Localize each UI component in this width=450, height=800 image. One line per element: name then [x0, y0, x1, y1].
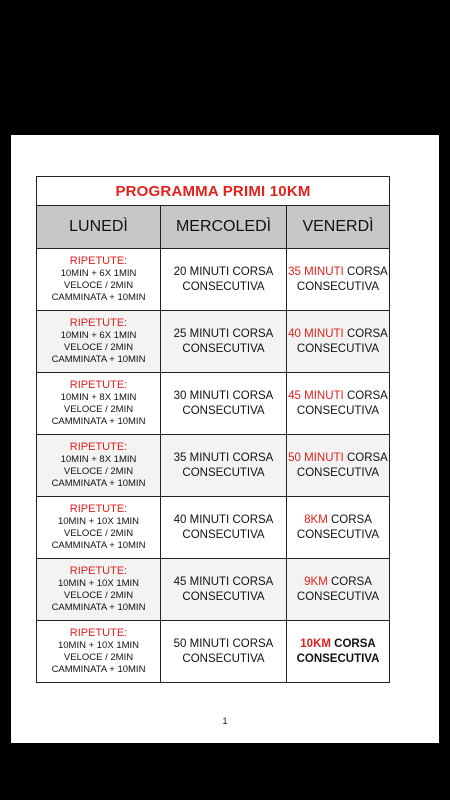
wednesday-line-1: 30 MINUTI CORSA	[173, 389, 274, 402]
friday-cell	[287, 249, 390, 311]
table-row	[37, 621, 390, 683]
monday-line-3: CAMMINATA + 10MIN	[51, 354, 146, 365]
monday-cell	[37, 621, 161, 683]
friday-line-2: CONSECUTIVA	[296, 652, 380, 665]
friday-highlight: 40 MINUTI	[288, 327, 344, 340]
monday-line-1: 10MIN + 10X 1MIN	[57, 516, 140, 527]
friday-cell	[287, 559, 390, 621]
ripetute-label: RIPETUTE:	[69, 317, 128, 329]
friday-highlight: 50 MINUTI	[288, 451, 344, 464]
table-title: PROGRAMMA PRIMI 10KM	[37, 177, 390, 206]
wednesday-line-2: CONSECUTIVA	[182, 528, 265, 541]
wednesday-line-1: 25 MINUTI CORSA	[173, 327, 274, 340]
friday-highlight: 45 MINUTI	[288, 389, 344, 402]
monday-line-3: CAMMINATA + 10MIN	[51, 540, 146, 551]
monday-line-2: VELOCE / 2MIN	[63, 590, 134, 601]
friday-highlight: 9KM	[304, 575, 328, 588]
table-row	[37, 249, 390, 311]
monday-line-3: CAMMINATA + 10MIN	[51, 664, 146, 675]
wednesday-line-2: CONSECUTIVA	[182, 342, 265, 355]
ripetute-label: RIPETUTE:	[69, 441, 128, 453]
wednesday-line-2: CONSECUTIVA	[182, 652, 265, 665]
monday-line-1: 10MIN + 10X 1MIN	[57, 640, 140, 651]
wednesday-line-2: CONSECUTIVA	[182, 280, 265, 293]
monday-cell	[37, 373, 161, 435]
monday-line-3: CAMMINATA + 10MIN	[51, 292, 146, 303]
table-row	[37, 559, 390, 621]
friday-cell	[287, 497, 390, 559]
friday-cell	[287, 621, 390, 683]
wednesday-line-2: CONSECUTIVA	[182, 590, 265, 603]
monday-line-3: CAMMINATA + 10MIN	[51, 602, 146, 613]
training-table	[36, 176, 390, 683]
ripetute-label: RIPETUTE:	[69, 379, 128, 391]
table-row	[37, 435, 390, 497]
friday-cell	[287, 435, 390, 497]
header-lunedi: LUNEDÌ	[37, 206, 161, 249]
friday-rest: CORSA	[343, 327, 388, 340]
friday-rest: CORSA	[343, 265, 388, 278]
friday-line-2: CONSECUTIVA	[296, 342, 380, 355]
friday-line-2: CONSECUTIVA	[296, 528, 380, 541]
ripetute-label: RIPETUTE:	[69, 503, 128, 515]
monday-cell	[37, 497, 161, 559]
ripetute-label: RIPETUTE:	[69, 627, 128, 639]
monday-line-2: VELOCE / 2MIN	[63, 280, 134, 291]
monday-line-1: 10MIN + 10X 1MIN	[57, 578, 140, 589]
wednesday-line-2: CONSECUTIVA	[182, 404, 265, 417]
wednesday-cell	[161, 497, 287, 559]
friday-cell	[287, 311, 390, 373]
ripetute-label: RIPETUTE:	[69, 565, 128, 577]
friday-highlight: 10KM	[300, 637, 331, 650]
monday-cell	[37, 249, 161, 311]
monday-line-2: VELOCE / 2MIN	[63, 528, 134, 539]
ripetute-label: RIPETUTE:	[69, 255, 128, 267]
header-mercoledi: MERCOLEDÌ	[161, 206, 287, 249]
wednesday-cell	[161, 249, 287, 311]
friday-rest: CORSA	[343, 389, 388, 402]
wednesday-line-1: 40 MINUTI CORSA	[173, 513, 274, 526]
monday-cell	[37, 435, 161, 497]
friday-line-2: CONSECUTIVA	[296, 404, 380, 417]
table-row	[37, 311, 390, 373]
monday-cell	[37, 311, 161, 373]
monday-line-1: 10MIN + 8X 1MIN	[60, 454, 137, 465]
friday-line-2: CONSECUTIVA	[296, 280, 380, 293]
friday-highlight: 35 MINUTI	[288, 265, 344, 278]
monday-line-2: VELOCE / 2MIN	[63, 652, 134, 663]
friday-rest: CORSA	[343, 451, 388, 464]
wednesday-line-1: 20 MINUTI CORSA	[173, 265, 274, 278]
wednesday-cell	[161, 621, 287, 683]
monday-line-3: CAMMINATA + 10MIN	[51, 416, 146, 427]
header-venerdi: VENERDÌ	[287, 206, 390, 249]
wednesday-line-1: 45 MINUTI CORSA	[173, 575, 274, 588]
wednesday-cell	[161, 559, 287, 621]
wednesday-line-1: 50 MINUTI CORSA	[173, 637, 274, 650]
friday-cell	[287, 373, 390, 435]
wednesday-cell	[161, 435, 287, 497]
wednesday-cell	[161, 373, 287, 435]
wednesday-line-2: CONSECUTIVA	[182, 466, 265, 479]
monday-line-1: 10MIN + 6X 1MIN	[60, 268, 137, 279]
friday-rest: CORSA	[330, 637, 376, 650]
monday-line-2: VELOCE / 2MIN	[63, 342, 134, 353]
page-number: 1	[222, 716, 228, 726]
monday-line-1: 10MIN + 8X 1MIN	[60, 392, 137, 403]
monday-line-2: VELOCE / 2MIN	[63, 466, 134, 477]
monday-cell	[37, 559, 161, 621]
friday-highlight: 8KM	[304, 513, 328, 526]
monday-line-2: VELOCE / 2MIN	[63, 404, 134, 415]
friday-rest: CORSA	[327, 575, 372, 588]
document-page	[11, 135, 439, 743]
friday-line-2: CONSECUTIVA	[296, 590, 380, 603]
table-row	[37, 497, 390, 559]
monday-line-1: 10MIN + 6X 1MIN	[60, 330, 137, 341]
friday-rest: CORSA	[327, 513, 372, 526]
monday-line-3: CAMMINATA + 10MIN	[51, 478, 146, 489]
wednesday-cell	[161, 311, 287, 373]
table-row	[37, 373, 390, 435]
friday-line-2: CONSECUTIVA	[296, 466, 380, 479]
wednesday-line-1: 35 MINUTI CORSA	[173, 451, 274, 464]
